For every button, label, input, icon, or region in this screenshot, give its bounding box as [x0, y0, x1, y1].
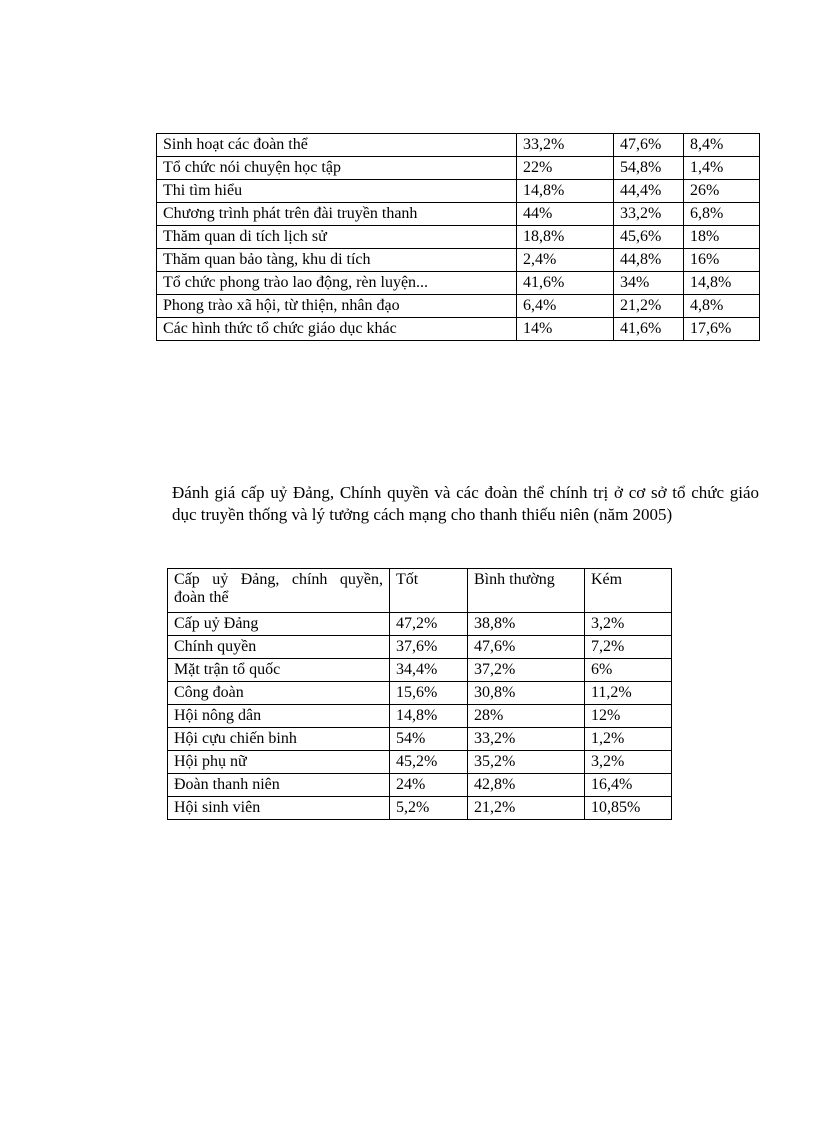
table-cell: 5,2%	[390, 797, 468, 820]
table-row	[157, 272, 760, 295]
table-cell: 26%	[684, 180, 760, 203]
table-row	[168, 659, 672, 682]
table-cell: 33,2%	[468, 728, 585, 751]
table-cell: 33,2%	[517, 134, 614, 157]
table-cell: 15,6%	[390, 682, 468, 705]
table-cell: 18,8%	[517, 226, 614, 249]
table-cell: 35,2%	[468, 751, 585, 774]
table-cell: 8,4%	[684, 134, 760, 157]
table-cell: Các hình thức tổ chức giáo dục khác	[157, 318, 517, 341]
table-cell: 44,8%	[614, 249, 684, 272]
table-cell: 44,4%	[614, 180, 684, 203]
header-row	[168, 569, 672, 613]
table-cell: 14,8%	[517, 180, 614, 203]
table-cell: 14,8%	[684, 272, 760, 295]
table-cell: 12%	[585, 705, 672, 728]
header-cell-poor: Kém	[585, 569, 672, 613]
evaluation-table-body	[168, 613, 672, 820]
table-cell: Thăm quan bảo tàng, khu di tích	[157, 249, 517, 272]
table-row	[157, 157, 760, 180]
table-row	[168, 797, 672, 820]
table-row	[157, 295, 760, 318]
table-cell: 22%	[517, 157, 614, 180]
table-row	[168, 682, 672, 705]
evaluation-table-header	[168, 569, 672, 613]
table-cell: Sinh hoạt các đoàn thể	[157, 134, 517, 157]
table-row	[168, 705, 672, 728]
table-cell: 54,8%	[614, 157, 684, 180]
table-cell: Chính quyền	[168, 636, 390, 659]
table-cell: 45,6%	[614, 226, 684, 249]
table-row	[168, 751, 672, 774]
table-cell: 3,2%	[585, 613, 672, 636]
activities-table	[156, 133, 760, 341]
table-cell: Phong trào xã hội, từ thiện, nhân đạo	[157, 295, 517, 318]
table-row	[157, 249, 760, 272]
table-cell: 37,6%	[390, 636, 468, 659]
table-cell: 37,2%	[468, 659, 585, 682]
table-cell: 41,6%	[614, 318, 684, 341]
table-cell: 7,2%	[585, 636, 672, 659]
table-row	[157, 318, 760, 341]
table-cell: 24%	[390, 774, 468, 797]
table-cell: Hội nông dân	[168, 705, 390, 728]
table-cell: 17,6%	[684, 318, 760, 341]
table-cell: 16%	[684, 249, 760, 272]
table-cell: Thăm quan di tích lịch sử	[157, 226, 517, 249]
table-cell: 16,4%	[585, 774, 672, 797]
header-cell-good: Tốt	[390, 569, 468, 613]
table-cell: 14,8%	[390, 705, 468, 728]
header-cell-organization: Cấp uỷ Đảng, chính quyền, đoàn thể	[168, 569, 390, 613]
table-cell: 2,4%	[517, 249, 614, 272]
evaluation-table-caption: Đánh giá cấp uỷ Đảng, Chính quyền và các đoàn thể chính trị ở cơ sở tổ chức giáo dục truyền thống và lý tưởng cách mạng cho thanh thiếu niên (năm 2005)	[172, 483, 759, 524]
table-cell: Tổ chức phong trào lao động, rèn luyện...	[157, 272, 517, 295]
table-cell: Thi tìm hiểu	[157, 180, 517, 203]
table-cell: Hội sinh viên	[168, 797, 390, 820]
table-row	[157, 180, 760, 203]
table-cell: 34%	[614, 272, 684, 295]
table-cell: 47,6%	[468, 636, 585, 659]
table-cell: Cấp uỷ Đảng	[168, 613, 390, 636]
table-cell: 21,2%	[468, 797, 585, 820]
table-cell: Hội cựu chiến binh	[168, 728, 390, 751]
table-cell: Tổ chức nói chuyện học tập	[157, 157, 517, 180]
table-cell: 6,4%	[517, 295, 614, 318]
table-cell: 6,8%	[684, 203, 760, 226]
activities-table-body	[157, 134, 760, 341]
table-row	[157, 203, 760, 226]
table-cell: 41,6%	[517, 272, 614, 295]
table-row	[168, 774, 672, 797]
table-row	[168, 613, 672, 636]
table-row	[157, 134, 760, 157]
table-cell: 1,2%	[585, 728, 672, 751]
table-cell: 47,2%	[390, 613, 468, 636]
table-cell: 42,8%	[468, 774, 585, 797]
table-cell: 14%	[517, 318, 614, 341]
table-cell: 38,8%	[468, 613, 585, 636]
table-cell: Mặt trận tổ quốc	[168, 659, 390, 682]
table-cell: 4,8%	[684, 295, 760, 318]
table-cell: 28%	[468, 705, 585, 728]
table-cell: Đoàn thanh niên	[168, 774, 390, 797]
table-cell: Công đoàn	[168, 682, 390, 705]
table-row	[168, 728, 672, 751]
table-cell: 30,8%	[468, 682, 585, 705]
evaluation-table	[167, 568, 672, 820]
table-cell: Hội phụ nữ	[168, 751, 390, 774]
table-cell: Chương trình phát trên đài truyền thanh	[157, 203, 517, 226]
table-cell: 1,4%	[684, 157, 760, 180]
table-cell: 54%	[390, 728, 468, 751]
table-cell: 34,4%	[390, 659, 468, 682]
table-cell: 44%	[517, 203, 614, 226]
table-cell: 6%	[585, 659, 672, 682]
table-cell: 10,85%	[585, 797, 672, 820]
table-cell: 21,2%	[614, 295, 684, 318]
table-cell: 18%	[684, 226, 760, 249]
table-cell: 3,2%	[585, 751, 672, 774]
table-cell: 45,2%	[390, 751, 468, 774]
table-row	[157, 226, 760, 249]
table-cell: 33,2%	[614, 203, 684, 226]
table-cell: 11,2%	[585, 682, 672, 705]
table-cell: 47,6%	[614, 134, 684, 157]
table-row	[168, 636, 672, 659]
header-cell-normal: Bình thường	[468, 569, 585, 613]
